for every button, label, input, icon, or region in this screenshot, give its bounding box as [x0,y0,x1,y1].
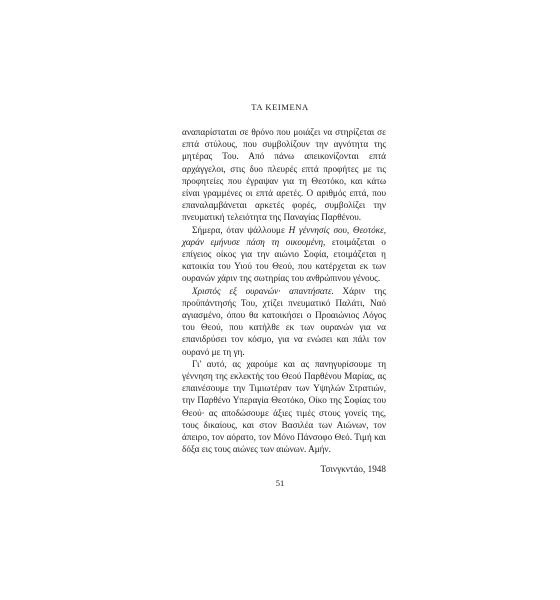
page-number: 51 [275,478,285,488]
body-text [182,126,386,476]
paragraph-3-text: Χάριν της προϋπάντησής Του, χτίζει πνευματικό Παλάτι, Ναό αγιασμένο, όπου θα κατοικήσει ο Προαιώνιος Λόγος του Θεού, που κατήλθε εκ των ουρανών για να επανιδρύσει τον κόσμο, για να ενώσει και πάλι τον ουρανό με τη γη. [182,285,386,357]
paragraph-1: αναπαρίσταται σε θρόνο που μοιάζει να στηρίζεται σε επτά στύλους, που συμβολίζουν την αγνότητα της μητέρας Του. Από πάνω απεικονίζονται επτά αρχάγγελοι, στις δυο πλευρές επτά προφήτες με τις προφητείες που έγραψαν για τη Θεοτόκο, και κάτω είναι γραμμένες οι επτά αρετές. Ο αριθμός επτά, που επαναλαμβάνεται αρκετές φορές, συμβολίζει την πνευματική τελειότητα της Παναγίας Παρθένου. [182,127,386,223]
paragraph-4: Γι' αυτό, ας χαρούμε και ας πανηγυρίσουμε τη γέννηση της εκλεκτής του Θεού Παρθένου Μαρίας, ας επαινέσουμε την Τιμιωτέραν των Υψηλών Στρατιών, την Παρθένο Υπεραγία Θεοτόκο, Οίκο της Σοφίας του Θεού· ας αποδώσουμε άξιες τιμές στους γονείς της, τους δικαίους, και στον Βασιλέα των Αιώνων, τον άπειρο, τον αόρατο, τον Μόνο Πάνσοφο Θεό. Τιμή και δόξα εις τους αιώνες των αιώνων. Αμήν. [182,358,386,455]
paragraph-2 [182,224,386,285]
running-head: ΤΑ ΚΕΙΜΕΝΑ [251,102,309,112]
paragraph-2-text-start: Σήμερα, όταν ψάλλουμε [192,224,289,235]
hymn-quote-italic: Η γέννησίς σου, Θεοτόκε, χαράν εμήνυσε πάση τη οικουμένη [182,224,386,247]
paragraph-3 [182,285,386,358]
place-date-signature: Τσινγκντάο, 1948 [320,464,386,475]
paragraph-2-text-end: , ετοιμάζεται ο επίγειος οίκος για την αιώνιο Σοφία, ετοιμάζεται η κατοικία του Υιού του Θεού, που κατέρχεται εκ των ουρανών χάριν της σωτηρίας του ανθρώπινου γένους. [182,236,386,284]
christ-quote-italic: Χριστός εξ ουρανών· απαντήσατε. [192,285,334,296]
